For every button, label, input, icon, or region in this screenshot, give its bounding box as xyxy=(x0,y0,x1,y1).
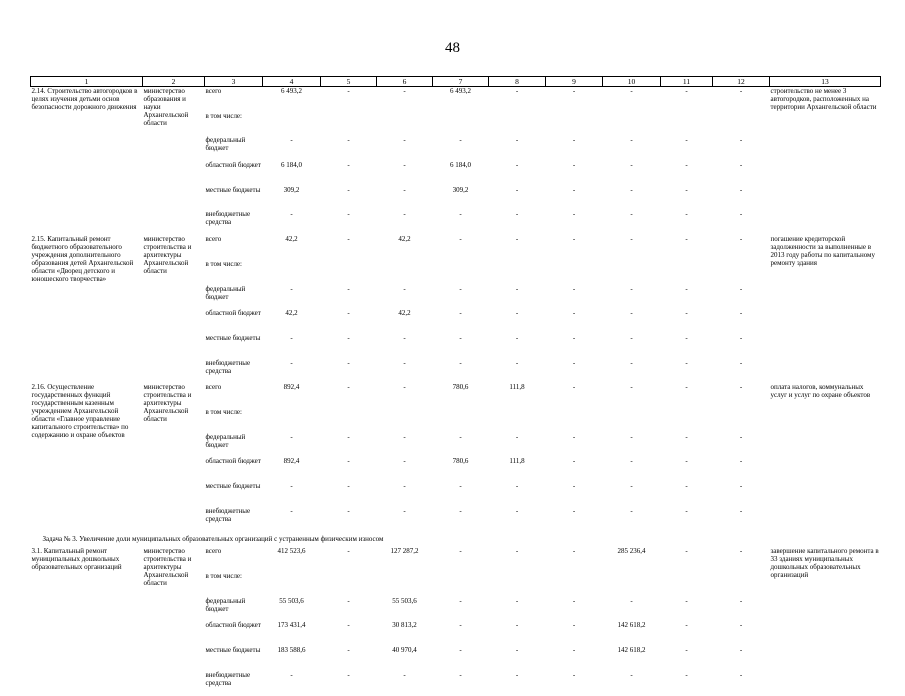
value-cell-col7: - xyxy=(459,621,462,630)
value-cell-col12: - xyxy=(739,432,743,441)
value-cell-col4 xyxy=(263,572,321,597)
value-cell-col12: - xyxy=(739,621,743,630)
value-cell-col6: - xyxy=(403,383,406,392)
value-cell-col4: - xyxy=(290,670,293,679)
value-cell-col8: - xyxy=(515,333,519,342)
value-cell-col7: 780,6 xyxy=(452,383,469,392)
value-cell-col6: - xyxy=(403,136,406,145)
value-cell-col9: - xyxy=(572,457,576,466)
value-cell-col4: - xyxy=(290,358,293,367)
value-cell-col5: - xyxy=(347,210,350,219)
value-cell-col4: - xyxy=(290,136,293,145)
value-cell-col6: 30 813,2 xyxy=(392,621,417,630)
column-header-3: 3 xyxy=(205,77,263,87)
value-cell-col7: - xyxy=(459,670,462,679)
value-cell-col11: - xyxy=(685,432,688,441)
value-cell-col11: - xyxy=(685,596,688,605)
value-cell-col5: - xyxy=(347,284,350,293)
value-cell-col7 xyxy=(433,260,489,285)
value-cell-col8: - xyxy=(515,432,519,441)
value-cell-col12: - xyxy=(739,358,743,367)
value-cell-col6: 42,2 xyxy=(398,235,411,244)
value-cell-col5: - xyxy=(347,383,350,392)
value-cell-col6: - xyxy=(403,87,406,95)
value-cell-col4: 309,2 xyxy=(283,185,300,194)
value-cell-col11: - xyxy=(685,136,688,145)
value-cell-col10: - xyxy=(630,210,633,219)
value-cell-col10 xyxy=(603,408,661,433)
value-cell-col7: - xyxy=(459,547,462,556)
value-cell-col4: 892,4 xyxy=(283,383,300,392)
value-cell-col6: - xyxy=(403,161,406,170)
value-cell-col7: 780,6 xyxy=(452,457,469,466)
value-cell-col10: - xyxy=(630,670,633,679)
value-cell-col11: - xyxy=(685,87,688,95)
value-cell-col5: - xyxy=(347,482,350,490)
value-cell-col11: - xyxy=(685,646,688,655)
value-cell-col10: 285 236,4 xyxy=(617,547,646,556)
value-cell-col6: - xyxy=(403,482,406,490)
value-cell-col7: 6 493,2 xyxy=(450,87,471,95)
value-cell-col8: - xyxy=(515,547,519,556)
column-header-8: 8 xyxy=(489,77,546,87)
value-cell-col6 xyxy=(377,260,433,285)
value-cell-col9: - xyxy=(572,621,576,630)
funding-source: местные бюджеты xyxy=(205,333,261,342)
value-cell-col4: - xyxy=(290,333,293,342)
value-cell-col6: - xyxy=(403,457,406,466)
funding-source: местные бюджеты xyxy=(205,185,261,194)
value-cell-col10: - xyxy=(630,136,633,145)
value-cell-col9 xyxy=(546,260,603,285)
value-cell-col9: - xyxy=(572,506,576,515)
column-header-9: 9 xyxy=(546,77,603,87)
value-cell-col10: - xyxy=(630,309,633,318)
value-cell-col12 xyxy=(713,260,770,285)
value-cell-col11: - xyxy=(685,621,688,630)
value-cell-col12: - xyxy=(739,457,743,466)
value-cell-col8: - xyxy=(515,358,519,367)
value-cell-col9: - xyxy=(572,358,576,367)
funding-source: внебюджетные средства xyxy=(205,670,251,687)
value-cell-col5 xyxy=(321,112,377,137)
value-cell-col10: 142 618,2 xyxy=(617,621,646,630)
value-cell-col7: - xyxy=(459,596,462,605)
value-cell-col10: - xyxy=(630,333,633,342)
measure-title: 2.16. Осуществление государственных функций государственным казенным учреждением Архангельской области «Главное управление капитального строительства» по содержанию и охране объектов xyxy=(31,383,129,440)
executor-cell: министерство строительства и архитектуры Архангельской области xyxy=(143,235,192,276)
value-cell-col6: - xyxy=(403,670,406,679)
value-cell-col6: - xyxy=(403,210,406,219)
measure-title: 2.15. Капитальный ремонт бюджетного образовательного учреждения дополнительного образования детей Архангельской области «Дворец детского и юношеского творчества» xyxy=(31,235,134,284)
value-cell-col6: - xyxy=(403,333,406,342)
value-cell-col9 xyxy=(546,572,603,597)
value-cell-col10: - xyxy=(630,235,633,244)
value-cell-col10: - xyxy=(630,432,633,441)
value-cell-col12: - xyxy=(739,210,743,219)
value-cell-col5: - xyxy=(347,457,350,466)
value-cell-col6: - xyxy=(403,358,406,367)
value-cell-col9: - xyxy=(572,482,576,490)
value-cell-col7: 6 184,0 xyxy=(450,161,471,170)
value-cell-col5: - xyxy=(347,185,350,194)
funding-source: местные бюджеты xyxy=(205,646,261,655)
value-cell-col9: - xyxy=(572,646,576,655)
expected-result: погашение кредиторской задолженности за выполненные в 2013 году работы по капитальному ремонту здания xyxy=(770,235,875,268)
value-cell-col4: 42,2 xyxy=(285,309,298,318)
value-cell-col8: 111,8 xyxy=(509,457,525,466)
value-cell-col12: - xyxy=(739,482,743,490)
value-cell-col4: 412 523,6 xyxy=(277,547,306,556)
value-cell-col9: - xyxy=(572,210,576,219)
value-cell-col12: - xyxy=(739,596,743,605)
value-cell-col10: - xyxy=(630,482,633,490)
funding-source: федеральный бюджет xyxy=(205,596,246,613)
value-cell-col4 xyxy=(263,260,321,285)
value-cell-col8: 111,8 xyxy=(509,383,525,392)
value-cell-col11: - xyxy=(685,235,688,244)
value-cell-col4: - xyxy=(290,284,293,293)
value-cell-col12: - xyxy=(739,506,743,515)
value-cell-col12: - xyxy=(739,136,743,145)
value-cell-col12 xyxy=(713,572,770,597)
value-cell-col4: 173 431,4 xyxy=(277,621,306,630)
value-cell-col10: - xyxy=(630,506,633,515)
column-header-5: 5 xyxy=(321,77,377,87)
column-header-12: 12 xyxy=(713,77,770,87)
funding-source: всего xyxy=(205,87,222,95)
value-cell-col8: - xyxy=(515,284,519,293)
value-cell-col8 xyxy=(489,408,546,433)
value-cell-col9: - xyxy=(572,432,576,441)
value-cell-col7: - xyxy=(459,646,462,655)
measure-title: 3.1. Капитальный ремонт муниципальных дошкольных образовательных организаций xyxy=(31,547,122,572)
value-cell-col4 xyxy=(263,112,321,137)
value-cell-col11: - xyxy=(685,383,688,392)
value-cell-col10 xyxy=(603,260,661,285)
value-cell-col6: 127 287,2 xyxy=(390,547,419,556)
value-cell-col10: - xyxy=(630,457,633,466)
value-cell-col6: 42,2 xyxy=(398,309,411,318)
value-cell-col5 xyxy=(321,572,377,597)
value-cell-col9 xyxy=(546,408,603,433)
funding-source: федеральный бюджет xyxy=(205,432,246,449)
value-cell-col5: - xyxy=(347,432,350,441)
value-cell-col11: - xyxy=(685,309,688,318)
value-cell-col9: - xyxy=(572,235,576,244)
table-row xyxy=(31,383,881,408)
value-cell-col6 xyxy=(377,408,433,433)
value-cell-col5: - xyxy=(347,333,350,342)
value-cell-col12: - xyxy=(739,383,743,392)
column-header-2: 2 xyxy=(143,77,205,87)
value-cell-col6: - xyxy=(403,185,406,194)
value-cell-col8: - xyxy=(515,235,519,244)
value-cell-col4: 42,2 xyxy=(285,235,298,244)
value-cell-col5: - xyxy=(347,358,350,367)
funding-source: внебюджетные средства xyxy=(205,210,251,227)
value-cell-col6: 55 503,6 xyxy=(392,596,417,605)
column-header-6: 6 xyxy=(377,77,433,87)
value-cell-col8: - xyxy=(515,482,519,490)
value-cell-col11 xyxy=(661,260,713,285)
value-cell-col5: - xyxy=(347,161,350,170)
value-cell-col7: - xyxy=(459,210,462,219)
value-cell-col8: - xyxy=(515,309,519,318)
budget-table xyxy=(30,76,881,696)
value-cell-col11 xyxy=(661,572,713,597)
value-cell-col9: - xyxy=(572,547,576,556)
value-cell-col9: - xyxy=(572,87,576,95)
value-cell-col11: - xyxy=(685,457,688,466)
value-cell-col9: - xyxy=(572,309,576,318)
column-header-4: 4 xyxy=(263,77,321,87)
value-cell-col5: - xyxy=(347,309,350,318)
task-heading-row xyxy=(31,531,881,547)
value-cell-col10: - xyxy=(630,358,633,367)
value-cell-col8: - xyxy=(515,136,519,145)
column-header-10: 10 xyxy=(603,77,661,87)
value-cell-col8: - xyxy=(515,646,519,655)
value-cell-col6: 40 970,4 xyxy=(392,646,417,655)
value-cell-col12: - xyxy=(739,646,743,655)
value-cell-col11: - xyxy=(685,670,688,679)
value-cell-col11: - xyxy=(685,482,688,490)
value-cell-col8: - xyxy=(515,210,519,219)
value-cell-col6: - xyxy=(403,506,406,515)
value-cell-col9: - xyxy=(572,161,576,170)
value-cell-col11: - xyxy=(685,185,688,194)
value-cell-col7: - xyxy=(459,136,462,145)
funding-source: внебюджетные средства xyxy=(205,506,251,523)
funding-source: областной бюджет xyxy=(205,621,261,630)
value-cell-col9 xyxy=(546,112,603,137)
value-cell-col9: - xyxy=(572,185,576,194)
value-cell-col4 xyxy=(263,408,321,433)
value-cell-col10: - xyxy=(630,284,633,293)
task-heading: Задача № 3. Увеличение доли муниципальных образовательных организаций с устраненным физическим износом xyxy=(42,535,384,544)
value-cell-col4: 55 503,6 xyxy=(279,596,304,605)
value-cell-col8 xyxy=(489,112,546,137)
value-cell-col12: - xyxy=(739,185,743,194)
value-cell-col10: - xyxy=(630,596,633,605)
value-cell-col11: - xyxy=(685,358,688,367)
table-body xyxy=(31,87,881,696)
value-cell-col4: - xyxy=(290,482,293,490)
value-cell-col9: - xyxy=(572,596,576,605)
value-cell-col12: - xyxy=(739,284,743,293)
value-cell-col11 xyxy=(661,112,713,137)
value-cell-col10: - xyxy=(630,161,633,170)
value-cell-col7 xyxy=(433,112,489,137)
value-cell-col5 xyxy=(321,260,377,285)
value-cell-col10: - xyxy=(630,383,633,392)
value-cell-col6 xyxy=(377,112,433,137)
value-cell-col5: - xyxy=(347,136,350,145)
value-cell-col9: - xyxy=(572,333,576,342)
funding-source: в том числе: xyxy=(205,572,242,581)
funding-source: всего xyxy=(205,547,222,556)
value-cell-col4: 6 184,0 xyxy=(281,161,302,170)
value-cell-col6: - xyxy=(403,284,406,293)
value-cell-col10: - xyxy=(630,87,633,95)
value-cell-col9: - xyxy=(572,284,576,293)
value-cell-col7: 309,2 xyxy=(452,185,469,194)
value-cell-col7: - xyxy=(459,333,462,342)
value-cell-col4: 892,4 xyxy=(283,457,300,466)
value-cell-col4: - xyxy=(290,432,293,441)
executor-cell: министерство строительства и архитектуры Архангельской области xyxy=(143,547,192,588)
funding-source: внебюджетные средства xyxy=(205,358,251,375)
funding-source: местные бюджеты xyxy=(205,482,261,490)
value-cell-col5: - xyxy=(347,596,350,605)
funding-source: в том числе: xyxy=(205,407,242,416)
value-cell-col8: - xyxy=(515,185,519,194)
funding-source: в том числе: xyxy=(205,259,242,268)
value-cell-col6 xyxy=(377,572,433,597)
value-cell-col4: 183 588,6 xyxy=(277,646,306,655)
value-cell-col12 xyxy=(713,112,770,137)
value-cell-col11 xyxy=(661,408,713,433)
value-cell-col12: - xyxy=(739,670,743,679)
funding-source: федеральный бюджет xyxy=(205,284,246,301)
value-cell-col5: - xyxy=(347,547,350,556)
value-cell-col8: - xyxy=(515,621,519,630)
value-cell-col9: - xyxy=(572,136,576,145)
funding-source: в том числе: xyxy=(205,111,242,120)
table-row xyxy=(31,547,881,572)
column-header-13: 13 xyxy=(770,77,881,87)
value-cell-col7: - xyxy=(459,506,462,515)
column-header-11: 11 xyxy=(661,77,713,87)
expected-result: завершение капитального ремонта в 33 зданиях муниципальных дошкольных образовательных организаций xyxy=(770,547,879,580)
value-cell-col4: - xyxy=(290,506,293,515)
value-cell-col6: - xyxy=(403,432,406,441)
page-number: 48 xyxy=(445,40,460,56)
column-header-1: 1 xyxy=(31,77,143,87)
value-cell-col5: - xyxy=(347,506,350,515)
funding-source: всего xyxy=(205,383,222,392)
value-cell-col10 xyxy=(603,572,661,597)
value-cell-col5: - xyxy=(347,646,350,655)
value-cell-col12: - xyxy=(739,87,743,95)
funding-source: областной бюджет xyxy=(205,161,261,170)
funding-source: федеральный бюджет xyxy=(205,136,246,153)
executor-cell: министерство образования и науки Архангельской области xyxy=(143,87,189,127)
value-cell-col12: - xyxy=(739,333,743,342)
value-cell-col8 xyxy=(489,572,546,597)
value-cell-col8 xyxy=(489,260,546,285)
measure-title: 2.14. Строительство автогородков в целях изучения детьми основ безопасности дорожного движения xyxy=(31,87,138,111)
value-cell-col8: - xyxy=(515,670,519,679)
value-cell-col5: - xyxy=(347,87,350,95)
value-cell-col7: - xyxy=(459,235,462,244)
value-cell-col8: - xyxy=(515,506,519,515)
value-cell-col11: - xyxy=(685,506,688,515)
value-cell-col11: - xyxy=(685,333,688,342)
value-cell-col11: - xyxy=(685,547,688,556)
funding-source: всего xyxy=(205,235,222,244)
value-cell-col8: - xyxy=(515,87,519,95)
funding-source: областной бюджет xyxy=(205,457,261,466)
column-header-7: 7 xyxy=(433,77,489,87)
value-cell-col12: - xyxy=(739,547,743,556)
budget-table-wrapper xyxy=(30,76,879,696)
value-cell-col11: - xyxy=(685,284,688,293)
value-cell-col10: 142 618,2 xyxy=(617,646,646,655)
value-cell-col7: - xyxy=(459,284,462,293)
header-row xyxy=(31,77,881,87)
value-cell-col9: - xyxy=(572,383,576,392)
table-row xyxy=(31,235,881,260)
value-cell-col7: - xyxy=(459,482,462,490)
value-cell-col8: - xyxy=(515,161,519,170)
table-row xyxy=(31,87,881,112)
value-cell-col4: - xyxy=(290,210,293,219)
value-cell-col11: - xyxy=(685,210,688,219)
value-cell-col9: - xyxy=(572,670,576,679)
value-cell-col7: - xyxy=(459,358,462,367)
executor-cell: министерство строительства и архитектуры Архангельской области xyxy=(143,383,192,424)
value-cell-col11: - xyxy=(685,161,688,170)
value-cell-col12: - xyxy=(739,161,743,170)
value-cell-col12 xyxy=(713,408,770,433)
value-cell-col10: - xyxy=(630,185,633,194)
value-cell-col7 xyxy=(433,408,489,433)
value-cell-col10 xyxy=(603,112,661,137)
value-cell-col7: - xyxy=(459,309,462,318)
value-cell-col5 xyxy=(321,408,377,433)
value-cell-col5: - xyxy=(347,621,350,630)
value-cell-col12: - xyxy=(739,309,743,318)
value-cell-col7: - xyxy=(459,432,462,441)
value-cell-col5: - xyxy=(347,235,350,244)
expected-result: строительство не менее 3 автогородков, расположенных на территории Архангельской области xyxy=(770,87,877,111)
expected-result: оплата налогов, коммунальных услуг и услуг по охране объектов xyxy=(770,383,871,400)
funding-source: областной бюджет xyxy=(205,309,261,318)
value-cell-col8: - xyxy=(515,596,519,605)
value-cell-col5: - xyxy=(347,670,350,679)
value-cell-col12: - xyxy=(739,235,743,244)
value-cell-col4: 6 493,2 xyxy=(281,87,302,95)
value-cell-col7 xyxy=(433,572,489,597)
